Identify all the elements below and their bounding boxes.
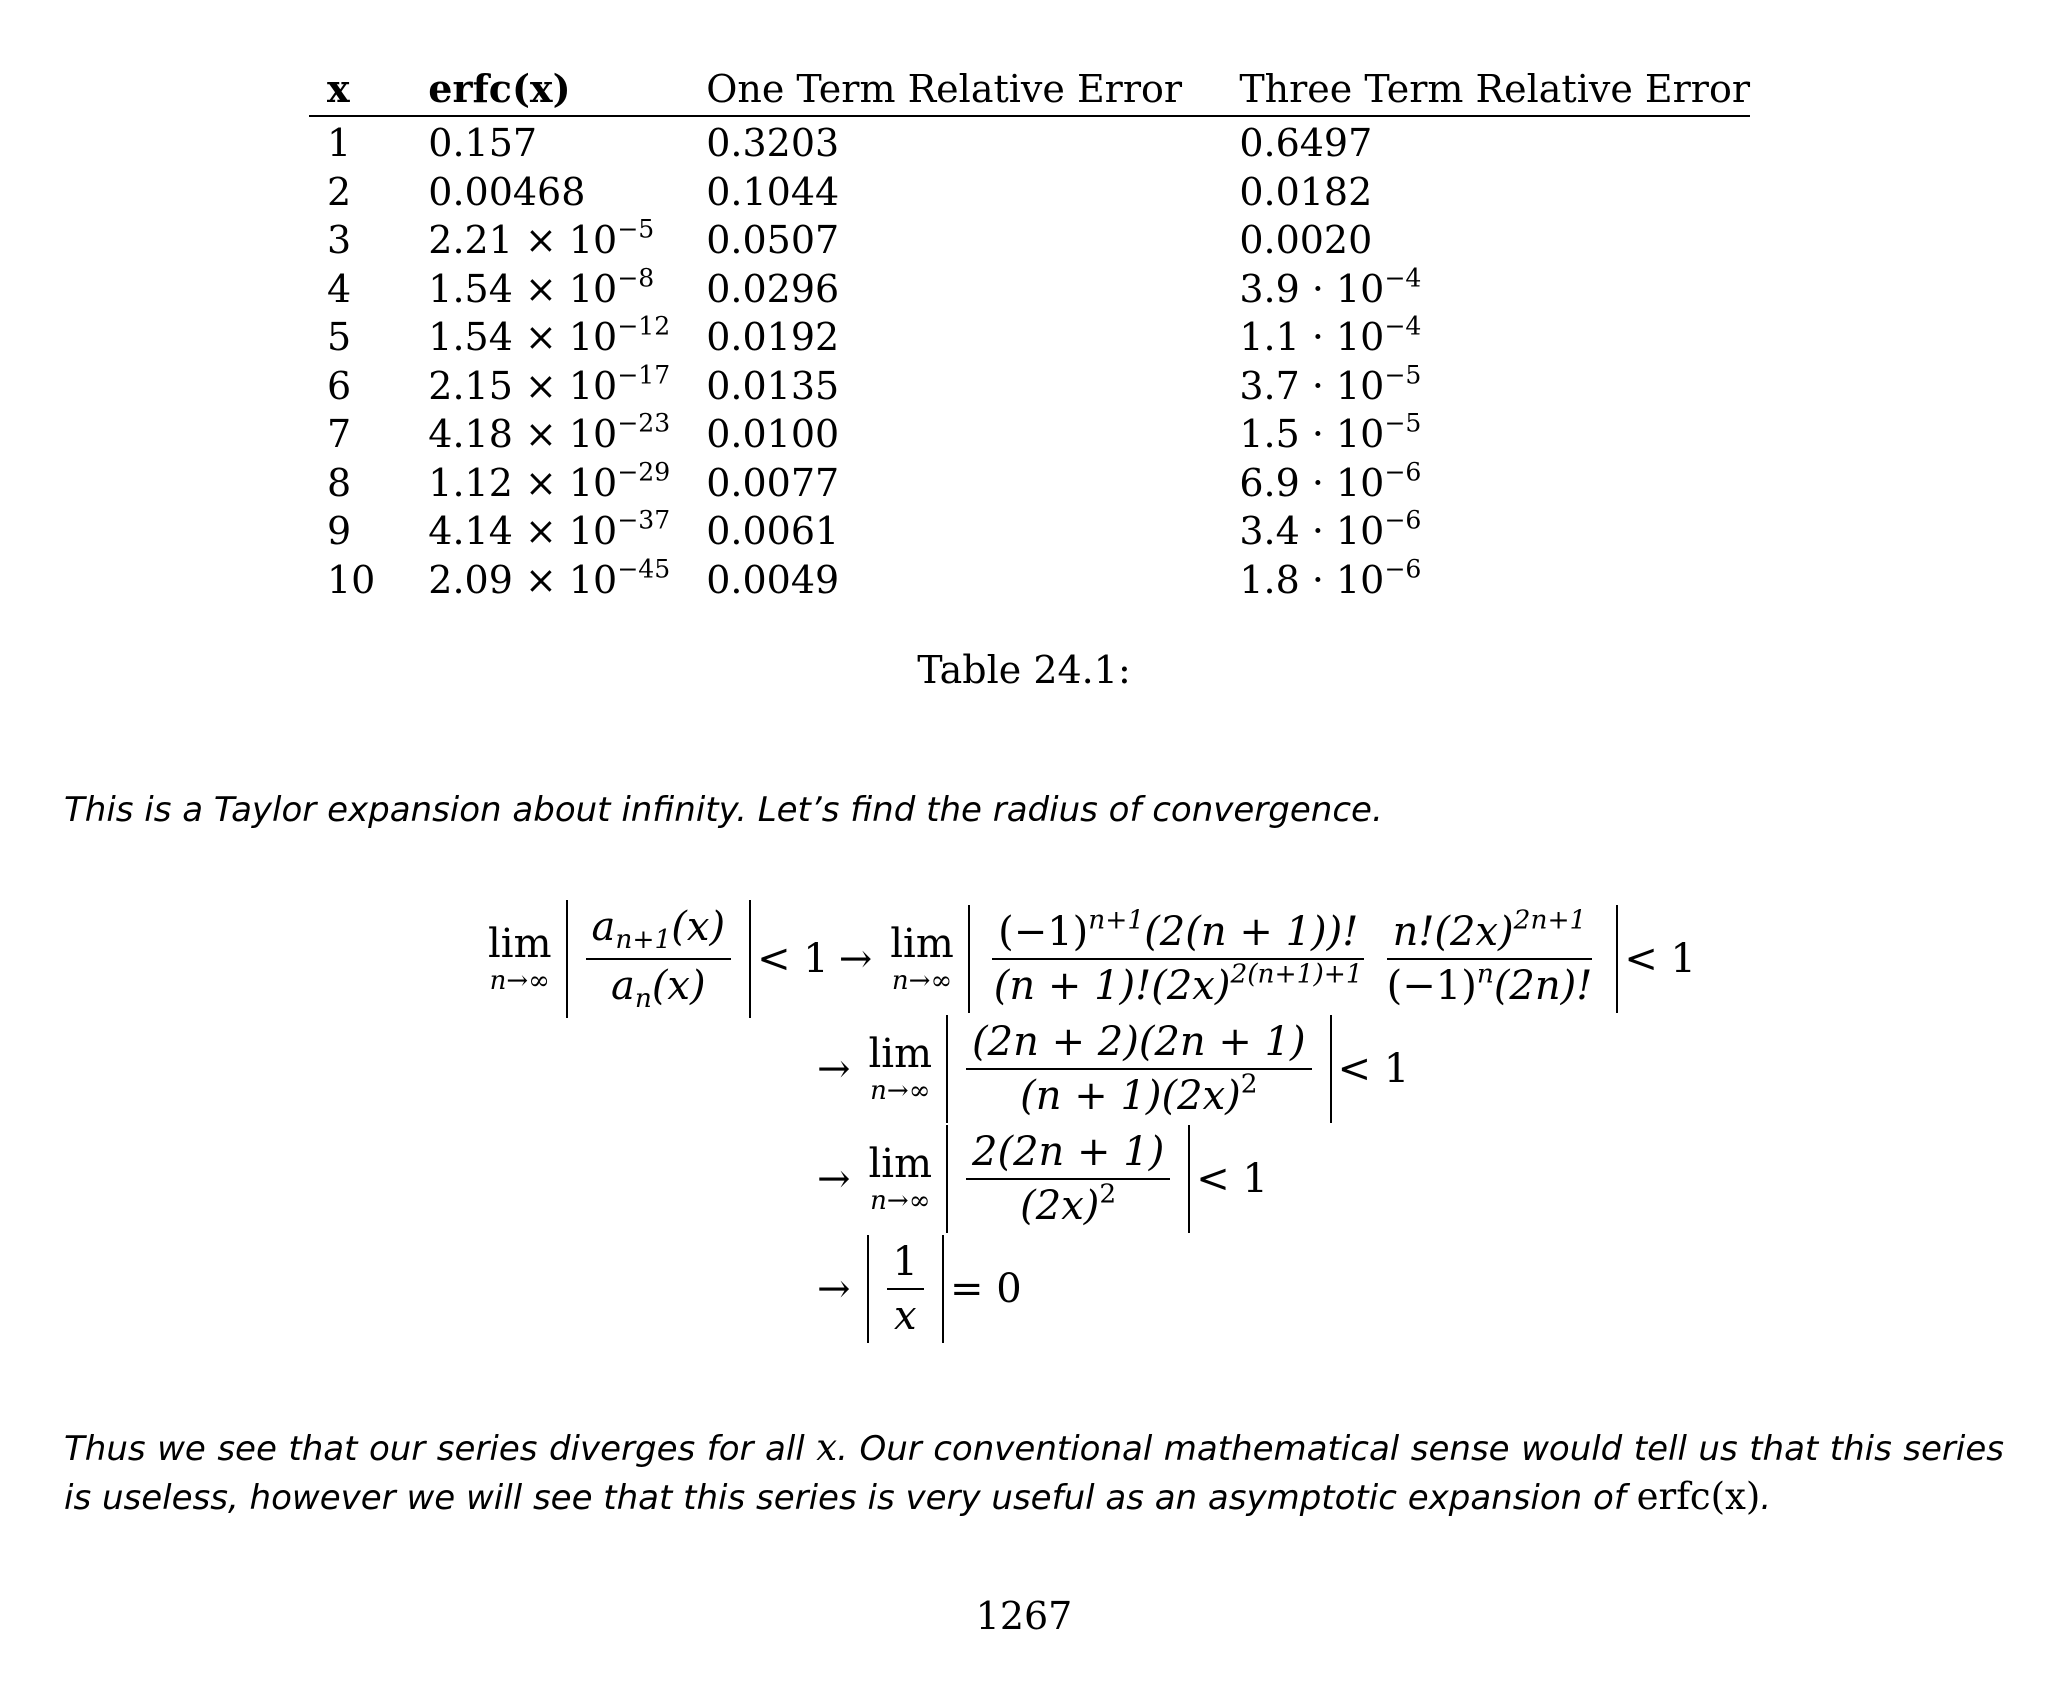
table-row bbox=[309, 262, 1750, 311]
absolute-value bbox=[867, 1235, 944, 1343]
cell-x: 5 bbox=[327, 315, 352, 359]
table-row bbox=[309, 505, 1750, 554]
cell-one-term: 0.1044 bbox=[706, 169, 840, 214]
cell-three-term: 0.6497 bbox=[1239, 121, 1373, 165]
cell-erfc: $1.12 \times 10^{-29}$ bbox=[428, 456, 671, 505]
header-erfc: erfc(x) bbox=[428, 65, 571, 111]
ratio-test-derivation bbox=[480, 903, 1697, 1365]
cell-erfc: $2.09 \times 10^{-45}$ bbox=[428, 553, 671, 602]
ratio-fraction: $\frac{a_{n+1}(x)}{a_n(x)}$ bbox=[586, 904, 732, 1015]
absolute-value bbox=[566, 900, 752, 1019]
cell-three-term: $1.5 \cdot 10^{-5}$ bbox=[1239, 408, 1422, 456]
fraction: $\frac{2(2n + 1)}{(2x)^2}$ bbox=[966, 1129, 1170, 1229]
cell-erfc: 0.157 bbox=[428, 121, 538, 165]
page-number: 1267 bbox=[975, 1594, 1073, 1638]
cell-erfc: $4.14 \times 10^{-37}$ bbox=[428, 505, 671, 553]
cell-x: 1 bbox=[327, 121, 352, 165]
cell-three-term: 0.0182 bbox=[1239, 169, 1373, 214]
cell-x: 8 bbox=[327, 460, 352, 505]
cell-one-term: 0.0049 bbox=[706, 557, 840, 602]
derivation-row-3 bbox=[807, 1125, 1268, 1233]
header-three-term: Three Term Relative Error bbox=[1239, 66, 1750, 111]
cell-one-term: 0.0192 bbox=[706, 315, 840, 359]
cell-one-term: 0.0507 bbox=[706, 218, 840, 262]
erfc-table bbox=[309, 62, 1750, 602]
table-caption: Table 24.1: bbox=[917, 648, 1131, 692]
fraction: $\frac{(2n + 2)(2n + 1)}{(n + 1)(2x)^2}$ bbox=[966, 1019, 1312, 1119]
cell-three-term: $3.9 \cdot 10^{-4}$ bbox=[1239, 262, 1422, 311]
less-than-one: < 1 bbox=[1624, 936, 1697, 982]
table-row bbox=[309, 214, 1750, 263]
cell-one-term: 0.0135 bbox=[706, 363, 840, 408]
cell-erfc: $4.18 \times 10^{-23}$ bbox=[428, 408, 671, 456]
limit-operator: lim n→∞ bbox=[488, 921, 552, 996]
table-row bbox=[309, 311, 1750, 360]
limit-operator: lim n→∞ bbox=[868, 1141, 933, 1216]
less-than-one: < 1 bbox=[1196, 1156, 1268, 1202]
table-row bbox=[309, 408, 1750, 457]
cell-one-term: 0.0100 bbox=[706, 412, 840, 456]
cell-three-term: $1.8 \cdot 10^{-6}$ bbox=[1239, 553, 1422, 602]
limit-operator: lim n→∞ bbox=[890, 921, 954, 996]
absolute-value bbox=[946, 1125, 1190, 1233]
cell-x: 2 bbox=[327, 169, 352, 214]
cell-three-term: $3.4 \cdot 10^{-6}$ bbox=[1239, 505, 1422, 553]
cell-erfc: $1.54 \times 10^{-12}$ bbox=[428, 311, 671, 359]
absolute-value bbox=[968, 905, 1619, 1013]
cell-x: 6 bbox=[327, 363, 352, 408]
limit-operator: lim n→∞ bbox=[868, 1031, 933, 1106]
cell-one-term: 0.3203 bbox=[706, 121, 840, 165]
header-x: x bbox=[327, 65, 350, 111]
table-row bbox=[309, 116, 1750, 166]
fraction-1: $\frac{(-1)^{n+1}(2(n + 1))!}{(n + 1)!(2x)^{2(n+1)+1}}$ bbox=[993, 904, 1363, 1009]
implies-arrow: → bbox=[817, 1156, 851, 1202]
cell-x: 10 bbox=[327, 557, 376, 602]
derivation-row-2 bbox=[807, 1015, 1409, 1123]
cell-three-term: 0.0020 bbox=[1239, 218, 1373, 262]
table-row bbox=[309, 456, 1750, 505]
cell-one-term: 0.0296 bbox=[706, 266, 840, 311]
table-header-row bbox=[309, 62, 1750, 116]
derivation-row-4 bbox=[807, 1235, 1022, 1343]
erfc-table-container bbox=[309, 62, 1750, 602]
table-row bbox=[309, 165, 1750, 214]
cell-one-term: 0.0077 bbox=[706, 460, 840, 505]
fraction-2: $\frac{n!(2x)^{2n+1}}{(-1)^n(2n)!}$ bbox=[1386, 904, 1593, 1009]
table-row bbox=[309, 553, 1750, 602]
cell-three-term: $3.7 \cdot 10^{-5}$ bbox=[1239, 359, 1422, 408]
implies-arrow: → bbox=[838, 936, 873, 982]
cell-erfc: $1.54 \times 10^{-8}$ bbox=[428, 262, 655, 311]
cell-erfc: $2.15 \times 10^{-17}$ bbox=[428, 359, 671, 408]
paragraph-taylor-expansion: This is a Taylor expansion about infinity. Let’s find the radius of convergence. bbox=[64, 790, 1383, 830]
header-one-term: One Term Relative Error bbox=[706, 66, 1183, 111]
cell-x: 9 bbox=[327, 509, 352, 553]
cell-erfc: 0.00468 bbox=[428, 169, 586, 214]
equals-zero: = 0 bbox=[949, 1266, 1022, 1312]
cell-x: 4 bbox=[327, 266, 352, 311]
cell-x: 7 bbox=[327, 412, 352, 456]
cell-erfc: $2.21 \times 10^{-5}$ bbox=[428, 214, 655, 262]
implies-arrow: → bbox=[817, 1266, 851, 1312]
cell-x: 3 bbox=[327, 218, 352, 262]
less-than-one: < 1 bbox=[1337, 1046, 1410, 1092]
cell-three-term: $1.1 \cdot 10^{-4}$ bbox=[1239, 311, 1422, 359]
table-row bbox=[309, 359, 1750, 408]
less-than-one: < 1 bbox=[757, 936, 829, 982]
implies-arrow: → bbox=[817, 1046, 851, 1092]
cell-three-term: $6.9 \cdot 10^{-6}$ bbox=[1239, 456, 1422, 505]
derivation-row-1 bbox=[480, 905, 1696, 1013]
absolute-value bbox=[946, 1015, 1332, 1123]
table-body bbox=[309, 116, 1750, 602]
paragraph-divergence: Thus we see that our series diverges for all x. Our conventional mathematical sense would tell us that this series is useless, however we will see that this series is very useful as an asymptotic expansion of erfc(x). bbox=[64, 1426, 2004, 1518]
cell-one-term: 0.0061 bbox=[706, 509, 840, 553]
fraction: $\frac{1}{x}$ bbox=[887, 1239, 924, 1339]
